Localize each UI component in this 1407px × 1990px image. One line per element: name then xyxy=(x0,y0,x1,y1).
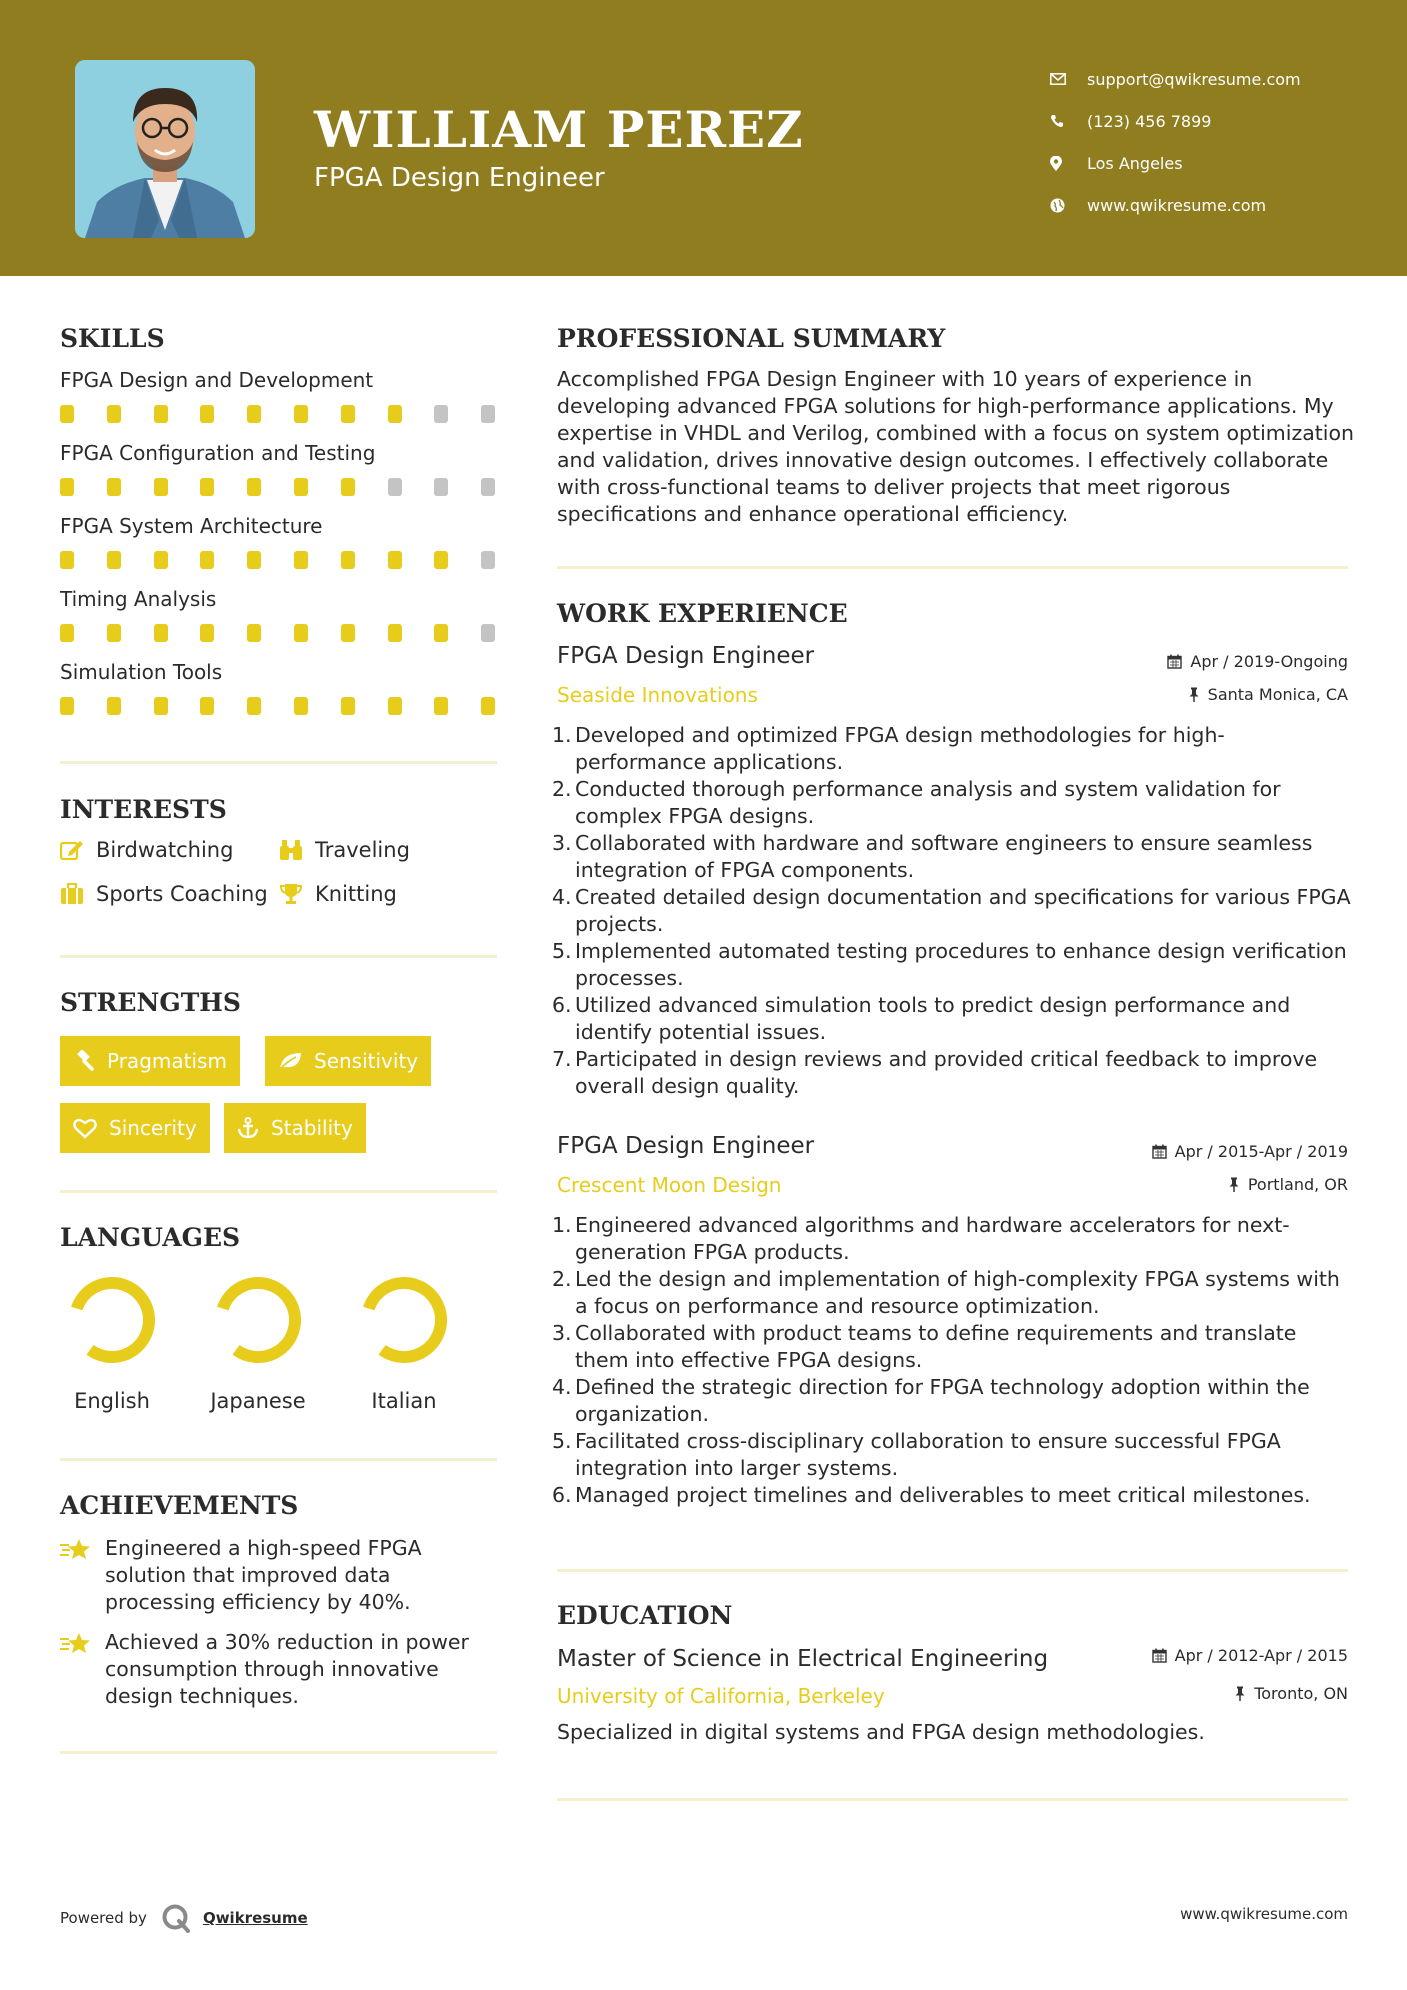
pencil-square-icon xyxy=(60,839,96,861)
achievement-text: Achieved a 30% reduction in power consumption through innovative design techniques. xyxy=(105,1630,469,1708)
skill-dot-filled xyxy=(107,624,121,642)
responsibility-text: Defined the strategic direction for FPGA technology adoption within the organization. xyxy=(575,1375,1310,1426)
section-divider xyxy=(60,1190,497,1193)
company-name: Seaside Innovations xyxy=(557,683,758,707)
section-divider xyxy=(557,1569,1348,1572)
globe-icon xyxy=(1050,198,1087,213)
briefcase-icon xyxy=(60,883,96,905)
footer-website[interactable]: www.qwikresume.com xyxy=(1180,1905,1348,1923)
skill-dot-filled xyxy=(154,624,168,642)
skill-dot-filled xyxy=(341,478,355,496)
skill-dot-filled xyxy=(60,624,74,642)
qwikresume-logo-icon xyxy=(161,1903,191,1933)
skills-heading: SKILLS xyxy=(60,324,165,353)
summary-heading: PROFESSIONAL SUMMARY xyxy=(557,324,946,353)
shooting-star-icon xyxy=(60,1535,105,1616)
contact-website[interactable] xyxy=(1050,184,1301,226)
interest-item xyxy=(279,838,410,862)
skill-dot-empty xyxy=(434,478,448,496)
responsibility-number: 3. xyxy=(552,831,572,855)
strength-tag xyxy=(60,1036,240,1086)
language-progress-ring xyxy=(211,1273,305,1367)
responsibility-text: Managed project timelines and deliverables to meet critical milestones. xyxy=(575,1483,1311,1507)
skill-level-dots xyxy=(60,551,500,569)
job-responsibilities xyxy=(552,1212,1352,1509)
skill-dot-filled xyxy=(154,551,168,569)
section-divider xyxy=(557,566,1348,569)
job-location-text: Portland, OR xyxy=(1247,1175,1348,1194)
responsibility-number: 1. xyxy=(552,723,572,747)
skill-level-dots xyxy=(60,624,500,642)
location-text: Los Angeles xyxy=(1087,153,1183,173)
resume-header xyxy=(0,0,1407,276)
responsibility-number: 1. xyxy=(552,1213,572,1237)
skill-dot-empty xyxy=(481,551,495,569)
envelope-icon xyxy=(1050,73,1087,85)
language-label: English xyxy=(74,1389,150,1413)
skill-dot-filled xyxy=(434,697,448,715)
responsibility-number: 6. xyxy=(552,993,572,1017)
job-location-text: Santa Monica, CA xyxy=(1207,685,1348,704)
responsibility-number: 5. xyxy=(552,1429,572,1453)
binoculars-icon xyxy=(279,839,315,861)
responsibility-number: 6. xyxy=(552,1483,572,1507)
responsibility-item xyxy=(552,1212,1352,1266)
skill-name: FPGA Design and Development xyxy=(60,368,374,392)
skill-dot-filled xyxy=(154,405,168,423)
powered-by-text: Powered by xyxy=(60,1909,147,1927)
languages-heading: LANGUAGES xyxy=(60,1223,241,1252)
skill-level-dots xyxy=(60,478,500,496)
skill-dot-filled xyxy=(388,551,402,569)
skill-name: FPGA Configuration and Testing xyxy=(60,441,376,465)
education-heading: EDUCATION xyxy=(557,1601,733,1630)
company-name: Crescent Moon Design xyxy=(557,1173,782,1197)
trophy-icon xyxy=(279,883,315,905)
skill-dot-empty xyxy=(481,405,495,423)
skill-dot-filled xyxy=(341,405,355,423)
responsibility-text: Implemented automated testing procedures to enhance design verification processes. xyxy=(575,939,1347,990)
map-pin-icon xyxy=(1050,156,1087,171)
job-location xyxy=(1228,1175,1348,1194)
language-item xyxy=(354,1273,454,1413)
responsibility-item xyxy=(552,830,1352,884)
job-date xyxy=(1167,652,1348,671)
language-item xyxy=(62,1273,162,1413)
strengths-heading: STRENGTHS xyxy=(60,988,241,1017)
heart-icon xyxy=(73,1118,97,1139)
skill-dot-filled xyxy=(247,478,261,496)
responsibility-item xyxy=(552,1374,1352,1428)
skill-dot-filled xyxy=(294,697,308,715)
responsibility-number: 4. xyxy=(552,1375,572,1399)
skill-dot-filled xyxy=(107,551,121,569)
language-progress-arc xyxy=(211,1273,304,1366)
interest-label: Knitting xyxy=(315,882,397,906)
responsibility-number: 5. xyxy=(552,939,572,963)
job-title: FPGA Design Engineer xyxy=(557,1133,815,1159)
responsibility-item xyxy=(552,1482,1352,1509)
skill-dot-filled xyxy=(294,478,308,496)
skill-dot-filled xyxy=(388,697,402,715)
calendar-icon xyxy=(1167,654,1182,669)
skill-dot-filled xyxy=(388,624,402,642)
skill-level-dots xyxy=(60,405,500,423)
strength-tag xyxy=(265,1036,431,1086)
candidate-title: FPGA Design Engineer xyxy=(314,163,605,193)
interest-label: Sports Coaching xyxy=(96,882,268,906)
section-divider xyxy=(60,761,497,764)
responsibility-item xyxy=(552,776,1352,830)
education-location xyxy=(1234,1684,1348,1703)
skill-dot-filled xyxy=(107,478,121,496)
skill-dot-filled xyxy=(107,405,121,423)
candidate-name: WILLIAM PEREZ xyxy=(314,100,804,159)
responsibility-item xyxy=(552,884,1352,938)
job-responsibilities xyxy=(552,722,1352,1100)
education-date xyxy=(1152,1646,1348,1665)
leaf-icon xyxy=(278,1051,302,1071)
language-progress-arc xyxy=(357,1273,450,1366)
responsibility-item xyxy=(552,938,1352,992)
job-date-text: Apr / 2015-Apr / 2019 xyxy=(1174,1142,1348,1161)
language-progress-ring xyxy=(357,1273,451,1367)
language-progress-arc xyxy=(65,1273,158,1366)
responsibility-text: Created detailed design documentation and specifications for various FPGA projects. xyxy=(575,885,1351,936)
skill-dot-filled xyxy=(200,697,214,715)
skill-dot-filled xyxy=(247,697,261,715)
achievement-item xyxy=(60,1535,500,1616)
language-progress-ring xyxy=(65,1273,159,1367)
calendar-icon xyxy=(1152,1648,1167,1663)
responsibility-item xyxy=(552,722,1352,776)
responsibility-item xyxy=(552,992,1352,1046)
profile-photo xyxy=(75,60,255,238)
education-location-text: Toronto, ON xyxy=(1254,1684,1348,1703)
skill-dot-filled xyxy=(247,405,261,423)
pushpin-icon xyxy=(1234,1686,1246,1701)
contact-location xyxy=(1050,142,1301,184)
skill-dot-filled xyxy=(247,551,261,569)
contact-email[interactable] xyxy=(1050,58,1301,100)
responsibility-text: Engineered advanced algorithms and hardware accelerators for next-generation FPGA products. xyxy=(575,1213,1290,1264)
skill-dot-filled xyxy=(434,624,448,642)
email-text: support@qwikresume.com xyxy=(1087,69,1301,89)
skill-dot-filled xyxy=(294,405,308,423)
skill-dot-empty xyxy=(388,478,402,496)
responsibility-number: 2. xyxy=(552,1267,572,1291)
interest-item xyxy=(279,882,397,906)
skill-dot-empty xyxy=(481,478,495,496)
skill-dot-filled xyxy=(341,697,355,715)
responsibility-text: Conducted thorough performance analysis and system validation for complex FPGA designs. xyxy=(575,777,1281,828)
section-divider xyxy=(60,1458,497,1461)
responsibility-text: Collaborated with product teams to define requirements and translate them into effective FPGA designs. xyxy=(575,1321,1297,1372)
shooting-star-icon xyxy=(60,1629,105,1710)
achievement-text: Engineered a high-speed FPGA solution that improved data processing efficiency by 40%. xyxy=(105,1536,422,1614)
responsibility-number: 2. xyxy=(552,777,572,801)
skill-dot-filled xyxy=(200,551,214,569)
strength-tag xyxy=(60,1103,210,1153)
gavel-icon xyxy=(73,1050,95,1072)
job-location xyxy=(1188,685,1348,704)
contact-phone[interactable] xyxy=(1050,100,1301,142)
skill-dot-filled xyxy=(434,551,448,569)
skill-dot-filled xyxy=(200,624,214,642)
job-date-text: Apr / 2019-Ongoing xyxy=(1190,652,1348,671)
skill-dot-filled xyxy=(154,478,168,496)
brand-link[interactable]: Qwikresume xyxy=(202,1909,308,1927)
job-title: FPGA Design Engineer xyxy=(557,643,815,669)
responsibility-text: Led the design and implementation of high-complexity FPGA systems with a focus on performance and resource optimization. xyxy=(575,1267,1340,1318)
responsibility-number: 7. xyxy=(552,1047,572,1071)
skill-name: Timing Analysis xyxy=(60,587,217,611)
skill-dot-empty xyxy=(434,405,448,423)
skill-dot-filled xyxy=(481,697,495,715)
responsibility-number: 4. xyxy=(552,885,572,909)
responsibility-item xyxy=(552,1266,1352,1320)
pushpin-icon xyxy=(1188,687,1200,702)
section-divider xyxy=(60,1751,497,1754)
skill-dot-filled xyxy=(388,405,402,423)
skill-dot-filled xyxy=(247,624,261,642)
responsibility-text: Developed and optimized FPGA design methodologies for high-performance applications. xyxy=(575,723,1225,774)
school-name: University of California, Berkeley xyxy=(557,1684,885,1708)
skill-dot-filled xyxy=(341,551,355,569)
strength-tag xyxy=(224,1103,366,1153)
responsibility-number: 3. xyxy=(552,1321,572,1345)
summary-text: Accomplished FPGA Design Engineer with 10 years of experience in developing advanced FPGA solutions for high-performance applications. My expertise in VHDL and Verilog, combined with a focus on system optimization and validation, drives innovative design outcomes. I effectively collaborate with cross-functional teams to deliver projects that meet rigorous specifications and enhance operational efficiency. xyxy=(557,367,1355,526)
achievements-heading: ACHIEVEMENTS xyxy=(60,1491,299,1520)
achievement-item xyxy=(60,1629,500,1710)
interest-item xyxy=(60,882,268,906)
contact-list xyxy=(1050,58,1301,226)
responsibility-text: Participated in design reviews and provided critical feedback to improve overall design quality. xyxy=(575,1047,1318,1098)
skill-dot-filled xyxy=(154,697,168,715)
responsibility-item xyxy=(552,1320,1352,1374)
language-label: Italian xyxy=(371,1389,437,1413)
strength-label: Sensitivity xyxy=(314,1049,419,1073)
interest-label: Traveling xyxy=(315,838,410,862)
pushpin-icon xyxy=(1228,1177,1240,1192)
website-text: www.qwikresume.com xyxy=(1087,195,1267,215)
section-divider xyxy=(60,955,497,958)
interests-heading: INTERESTS xyxy=(60,795,227,824)
skill-dot-filled xyxy=(200,405,214,423)
interest-item xyxy=(60,838,233,862)
calendar-icon xyxy=(1152,1144,1167,1159)
skill-dot-filled xyxy=(341,624,355,642)
degree-title: Master of Science in Electrical Engineering xyxy=(557,1646,1049,1672)
language-item xyxy=(208,1273,308,1413)
skill-dot-filled xyxy=(200,478,214,496)
responsibility-item xyxy=(552,1046,1352,1100)
strength-label: Pragmatism xyxy=(107,1049,227,1073)
skill-dot-filled xyxy=(294,551,308,569)
responsibility-text: Utilized advanced simulation tools to predict design performance and identify potential issues. xyxy=(575,993,1291,1044)
experience-heading: WORK EXPERIENCE xyxy=(557,599,848,628)
strength-label: Stability xyxy=(271,1116,353,1140)
skill-dot-filled xyxy=(60,478,74,496)
skill-dot-filled xyxy=(107,697,121,715)
skill-dot-empty xyxy=(481,624,495,642)
skill-dot-filled xyxy=(294,624,308,642)
skill-name: FPGA System Architecture xyxy=(60,514,323,538)
education-description: Specialized in digital systems and FPGA design methodologies. xyxy=(557,1720,1205,1744)
strength-label: Sincerity xyxy=(109,1116,197,1140)
skill-dot-filled xyxy=(60,405,74,423)
phone-text: (123) 456 7899 xyxy=(1087,111,1212,131)
skill-dot-filled xyxy=(60,551,74,569)
responsibility-text: Facilitated cross-disciplinary collaboration to ensure successful FPGA integration into larger systems. xyxy=(575,1429,1281,1480)
anchor-icon xyxy=(237,1117,259,1139)
skill-name: Simulation Tools xyxy=(60,660,223,684)
interest-label: Birdwatching xyxy=(96,838,234,862)
language-label: Japanese xyxy=(210,1389,306,1413)
phone-icon xyxy=(1050,114,1087,128)
skill-dot-filled xyxy=(60,697,74,715)
education-date-text: Apr / 2012-Apr / 2015 xyxy=(1174,1646,1348,1665)
powered-by xyxy=(60,1903,308,1933)
section-divider xyxy=(557,1798,1348,1801)
skill-level-dots xyxy=(60,697,500,715)
responsibility-item xyxy=(552,1428,1352,1482)
job-date xyxy=(1152,1142,1348,1161)
responsibility-text: Collaborated with hardware and software engineers to ensure seamless integration of FPGA components. xyxy=(575,831,1313,882)
